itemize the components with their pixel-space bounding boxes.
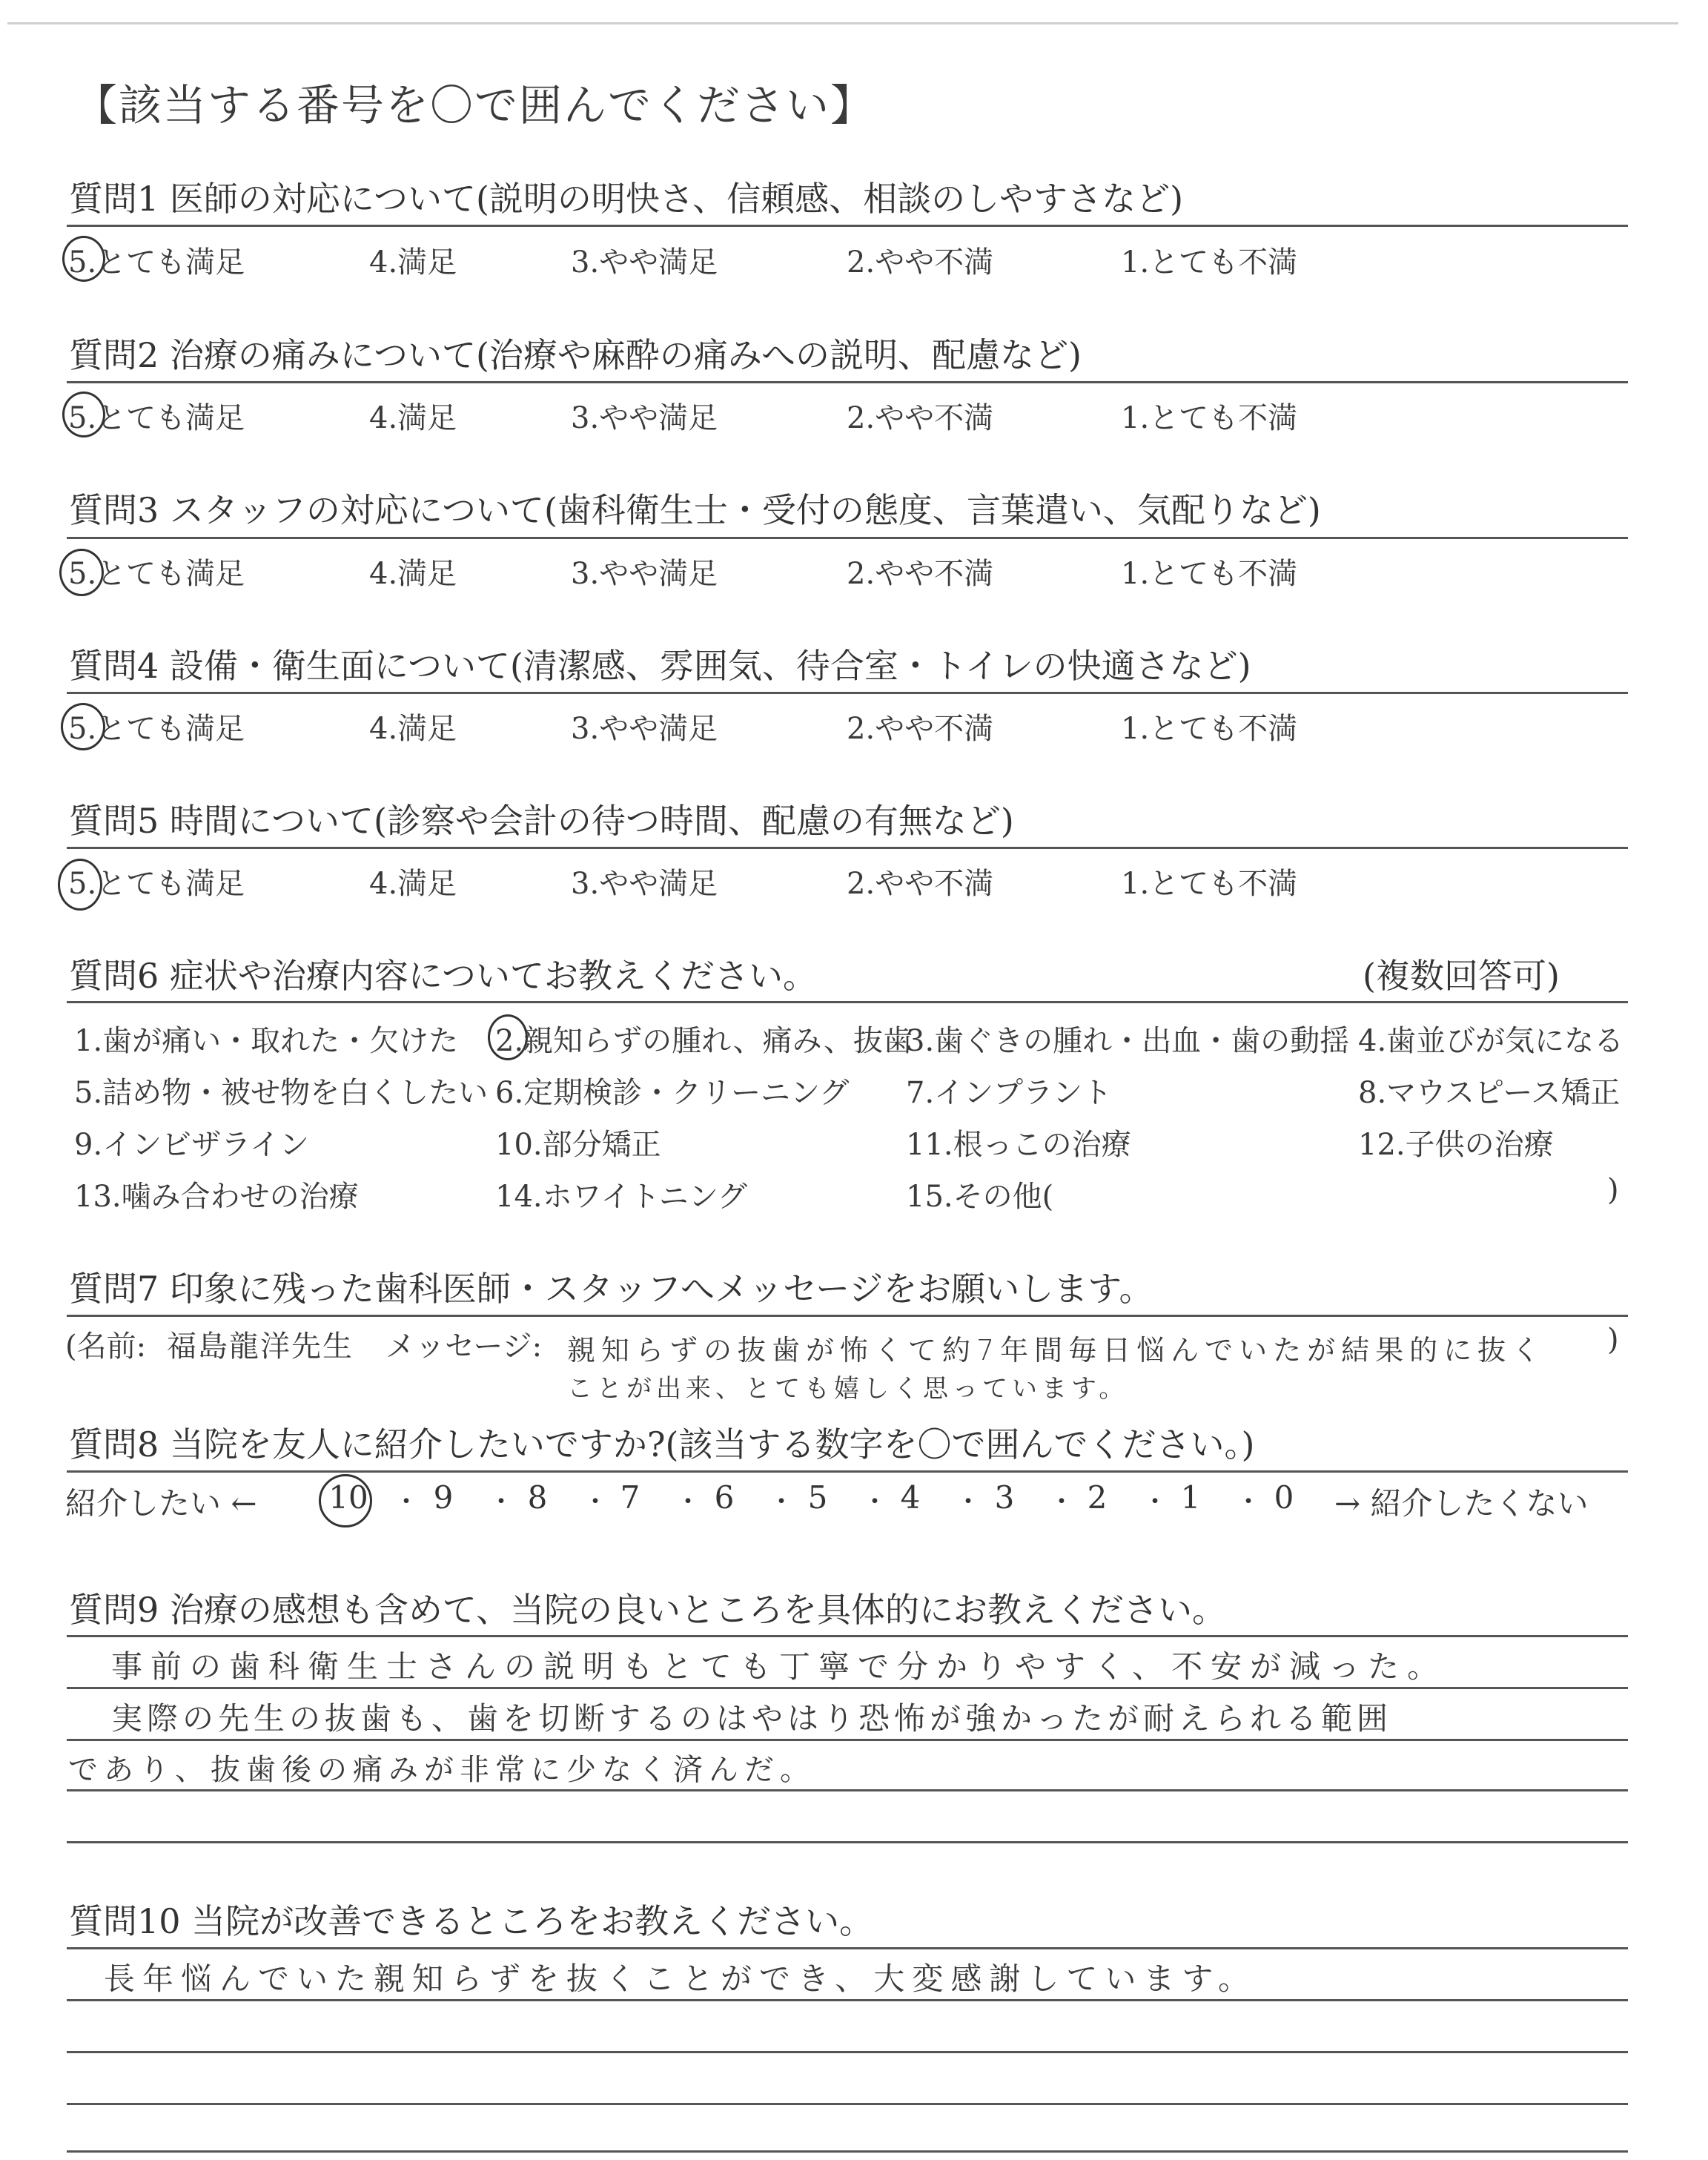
q7-message-line-1[interactable]: 親知らずの抜歯が怖くて約7年間毎日悩んでいたが結果的に抜く xyxy=(567,1334,1546,1367)
q8-separator: ・ xyxy=(955,1487,982,1517)
q6-other-close-paren: ) xyxy=(1607,1173,1619,1207)
q2-option-3[interactable]: 3.やや満足 xyxy=(571,401,718,435)
q6-item-11[interactable]: 11.根っこの治療 xyxy=(906,1128,1131,1162)
q8-separator: ・ xyxy=(1235,1487,1262,1517)
q2-option-5[interactable]: 5.とても満足 xyxy=(68,401,245,435)
q9-rule-2 xyxy=(67,1739,1628,1741)
q9-rule-1 xyxy=(67,1687,1628,1689)
q3-option-1[interactable]: 1.とても不満 xyxy=(1121,557,1298,591)
q10-rule-1 xyxy=(67,1999,1628,2001)
question-7-title: 質問7 印象に残った歯科医師・スタッフへメッセージをお願いします。 xyxy=(69,1269,1153,1309)
q8-separator: ・ xyxy=(768,1487,795,1517)
question-9-title: 質問9 治療の感想も含めて、当院の良いところを具体的にお教えください。 xyxy=(69,1590,1226,1630)
q1-option-2[interactable]: 2.やや不満 xyxy=(847,245,994,280)
question-10-title: 質問10 当院が改善できるところをお教えください。 xyxy=(69,1901,874,1941)
q8-left-label: 紹介したい ← xyxy=(65,1485,257,1522)
q8-right-label: → 紹介したくない xyxy=(1334,1485,1589,1522)
question-5-title: 質問5 時間について(診察や会計の待つ時間、配慮の有無など) xyxy=(69,801,1014,841)
q7-name-label: (名前: xyxy=(65,1330,147,1364)
q4-option-4[interactable]: 4.満足 xyxy=(369,712,457,746)
q5-selection-circle xyxy=(58,859,102,911)
q9-answer-line-3[interactable]: であり、抜歯後の痛みが非常に少なく済んだ。 xyxy=(68,1753,815,1787)
question-4-rule xyxy=(67,692,1628,694)
q9-answer-line-1[interactable]: 事前の歯科衛生士さんの説明もとても丁寧で分かりやすく、不安が減った。 xyxy=(111,1648,1447,1685)
question-6-rule xyxy=(67,1001,1628,1003)
question-4-title: 質問4 設備・衛生面について(清潔感、雰囲気、待合室・トイレの快適さなど) xyxy=(69,646,1251,686)
q9-rule-4 xyxy=(67,1841,1628,1843)
q6-item-9[interactable]: 9.インビザライン xyxy=(74,1128,309,1162)
question-6-title: 質問6 症状や治療内容についてお教えください。 xyxy=(69,956,817,996)
q8-scale-9[interactable]: 9 xyxy=(433,1479,454,1516)
q8-scale-5[interactable]: 5 xyxy=(807,1479,828,1516)
q6-item-6[interactable]: 6.定期検診・クリーニング xyxy=(495,1076,850,1110)
q5-option-5[interactable]: 5.とても満足 xyxy=(68,867,245,901)
q8-separator: ・ xyxy=(675,1487,702,1517)
q3-option-3[interactable]: 3.やや満足 xyxy=(571,557,718,591)
q4-option-5[interactable]: 5.とても満足 xyxy=(68,712,245,746)
question-1-rule xyxy=(67,225,1628,227)
q6-item-4[interactable]: 4.歯並びが気になる xyxy=(1358,1024,1624,1058)
question-8-rule xyxy=(67,1470,1628,1473)
q5-option-4[interactable]: 4.満足 xyxy=(369,867,457,901)
q8-scale-2[interactable]: 2 xyxy=(1087,1479,1108,1516)
q6-item-7[interactable]: 7.インプラント xyxy=(906,1076,1113,1110)
q4-option-2[interactable]: 2.やや不満 xyxy=(847,712,994,746)
q5-option-3[interactable]: 3.やや満足 xyxy=(571,867,718,901)
q10-rule-2 xyxy=(67,2051,1628,2053)
question-3-title: 質問3 スタッフの対応について(歯科衛生士・受付の態度、言葉遣い、気配りなど) xyxy=(69,490,1321,530)
q8-separator: ・ xyxy=(861,1487,889,1517)
q4-option-1[interactable]: 1.とても不満 xyxy=(1121,712,1298,746)
q7-message-line-2[interactable]: ことが出来、とても嬉しく思っています。 xyxy=(567,1374,1129,1404)
q6-item-2[interactable]: 2.親知らずの腫れ、痛み、抜歯 xyxy=(495,1024,913,1058)
q8-scale-6[interactable]: 6 xyxy=(714,1479,735,1516)
page-title: 【該当する番号を〇で囲んでください】 xyxy=(74,80,875,131)
q8-scale xyxy=(319,1479,1320,1524)
question-2-rule xyxy=(67,381,1628,383)
q10-rule-0 xyxy=(67,1947,1628,1949)
q10-answer-line-1[interactable]: 長年悩んでいた親知らずを抜くことができ、大変感謝しています。 xyxy=(104,1961,1257,1997)
q8-scale-4[interactable]: 4 xyxy=(900,1479,921,1516)
q6-item-12[interactable]: 12.子供の治療 xyxy=(1358,1128,1554,1162)
q8-scale-0[interactable]: 0 xyxy=(1274,1479,1294,1516)
q8-scale-3[interactable]: 3 xyxy=(994,1479,1015,1516)
q5-option-2[interactable]: 2.やや不満 xyxy=(847,867,994,901)
q3-option-5[interactable]: 5.とても満足 xyxy=(68,557,245,591)
q6-item-8[interactable]: 8.マウスピース矯正 xyxy=(1358,1076,1621,1110)
q8-separator: ・ xyxy=(582,1487,609,1517)
q10-rule-4 xyxy=(67,2150,1628,2153)
q6-item-13[interactable]: 13.噛み合わせの治療 xyxy=(74,1180,359,1214)
q6-item-5[interactable]: 5.詰め物・被せ物を白くしたい xyxy=(74,1076,489,1110)
q7-message-label: メッセージ: xyxy=(385,1330,543,1364)
q4-option-3[interactable]: 3.やや満足 xyxy=(571,712,718,746)
q9-rule-0 xyxy=(67,1635,1628,1637)
q2-option-4[interactable]: 4.満足 xyxy=(369,401,457,435)
q1-option-5[interactable]: 5.とても満足 xyxy=(68,245,245,280)
q8-scale-8[interactable]: 8 xyxy=(527,1479,548,1516)
q1-option-1[interactable]: 1.とても不満 xyxy=(1121,245,1298,280)
question-3-rule xyxy=(67,537,1628,539)
q6-item-1[interactable]: 1.歯が痛い・取れた・欠けた xyxy=(74,1024,459,1058)
q8-separator: ・ xyxy=(1142,1487,1169,1517)
q4-selection-circle xyxy=(61,703,105,750)
q8-separator: ・ xyxy=(1048,1487,1076,1517)
q8-separator: ・ xyxy=(488,1487,515,1517)
question-7-rule xyxy=(67,1315,1628,1317)
q6-selection-circle xyxy=(488,1014,528,1060)
q3-selection-circle xyxy=(59,549,104,596)
q2-option-1[interactable]: 1.とても不満 xyxy=(1121,401,1298,435)
question-5-rule xyxy=(67,847,1628,849)
q3-option-2[interactable]: 2.やや不満 xyxy=(847,557,994,591)
q1-selection-circle xyxy=(62,236,105,282)
q8-scale-10[interactable]: 10 xyxy=(328,1479,368,1516)
q6-item-3[interactable]: 3.歯ぐきの腫れ・出血・歯の動揺 xyxy=(906,1024,1350,1058)
q2-option-2[interactable]: 2.やや不満 xyxy=(847,401,994,435)
q7-name-value[interactable]: 福島龍洋先生 xyxy=(167,1330,354,1364)
q7-close-paren: ) xyxy=(1607,1323,1619,1357)
q6-item-15[interactable]: 15.その他( xyxy=(906,1180,1054,1214)
q6-item-10[interactable]: 10.部分矯正 xyxy=(495,1128,661,1162)
q8-scale-7[interactable]: 7 xyxy=(620,1479,640,1516)
q9-answer-line-2[interactable]: 実際の先生の抜歯も、歯を切断するのはやはり恐怖が強かったが耐えられる範囲 xyxy=(111,1700,1393,1737)
q9-rule-3 xyxy=(67,1789,1628,1791)
question-8-title: 質問8 当院を友人に紹介したいですか?(該当する数字を〇で囲んでください。) xyxy=(69,1424,1255,1464)
q1-option-4[interactable]: 4.満足 xyxy=(369,245,457,280)
q5-option-1[interactable]: 1.とても不満 xyxy=(1121,867,1298,901)
question-2-title: 質問2 治療の痛みについて(治療や麻酔の痛みへの説明、配慮など) xyxy=(69,335,1082,375)
top-border xyxy=(7,22,1678,24)
q1-option-3[interactable]: 3.やや満足 xyxy=(571,245,718,280)
q8-scale-1[interactable]: 1 xyxy=(1180,1479,1201,1516)
question-1-title: 質問1 医師の対応について(説明の明快さ、信頼感、相談のしやすさなど) xyxy=(69,179,1184,219)
question-6-note: (複数回答可) xyxy=(1363,956,1560,996)
q2-selection-circle xyxy=(62,392,105,437)
q8-selection-circle xyxy=(319,1474,372,1527)
q10-rule-3 xyxy=(67,2103,1628,2105)
q3-option-4[interactable]: 4.満足 xyxy=(369,557,457,591)
q8-separator: ・ xyxy=(393,1487,420,1517)
q6-item-14[interactable]: 14.ホワイトニング xyxy=(495,1180,748,1214)
